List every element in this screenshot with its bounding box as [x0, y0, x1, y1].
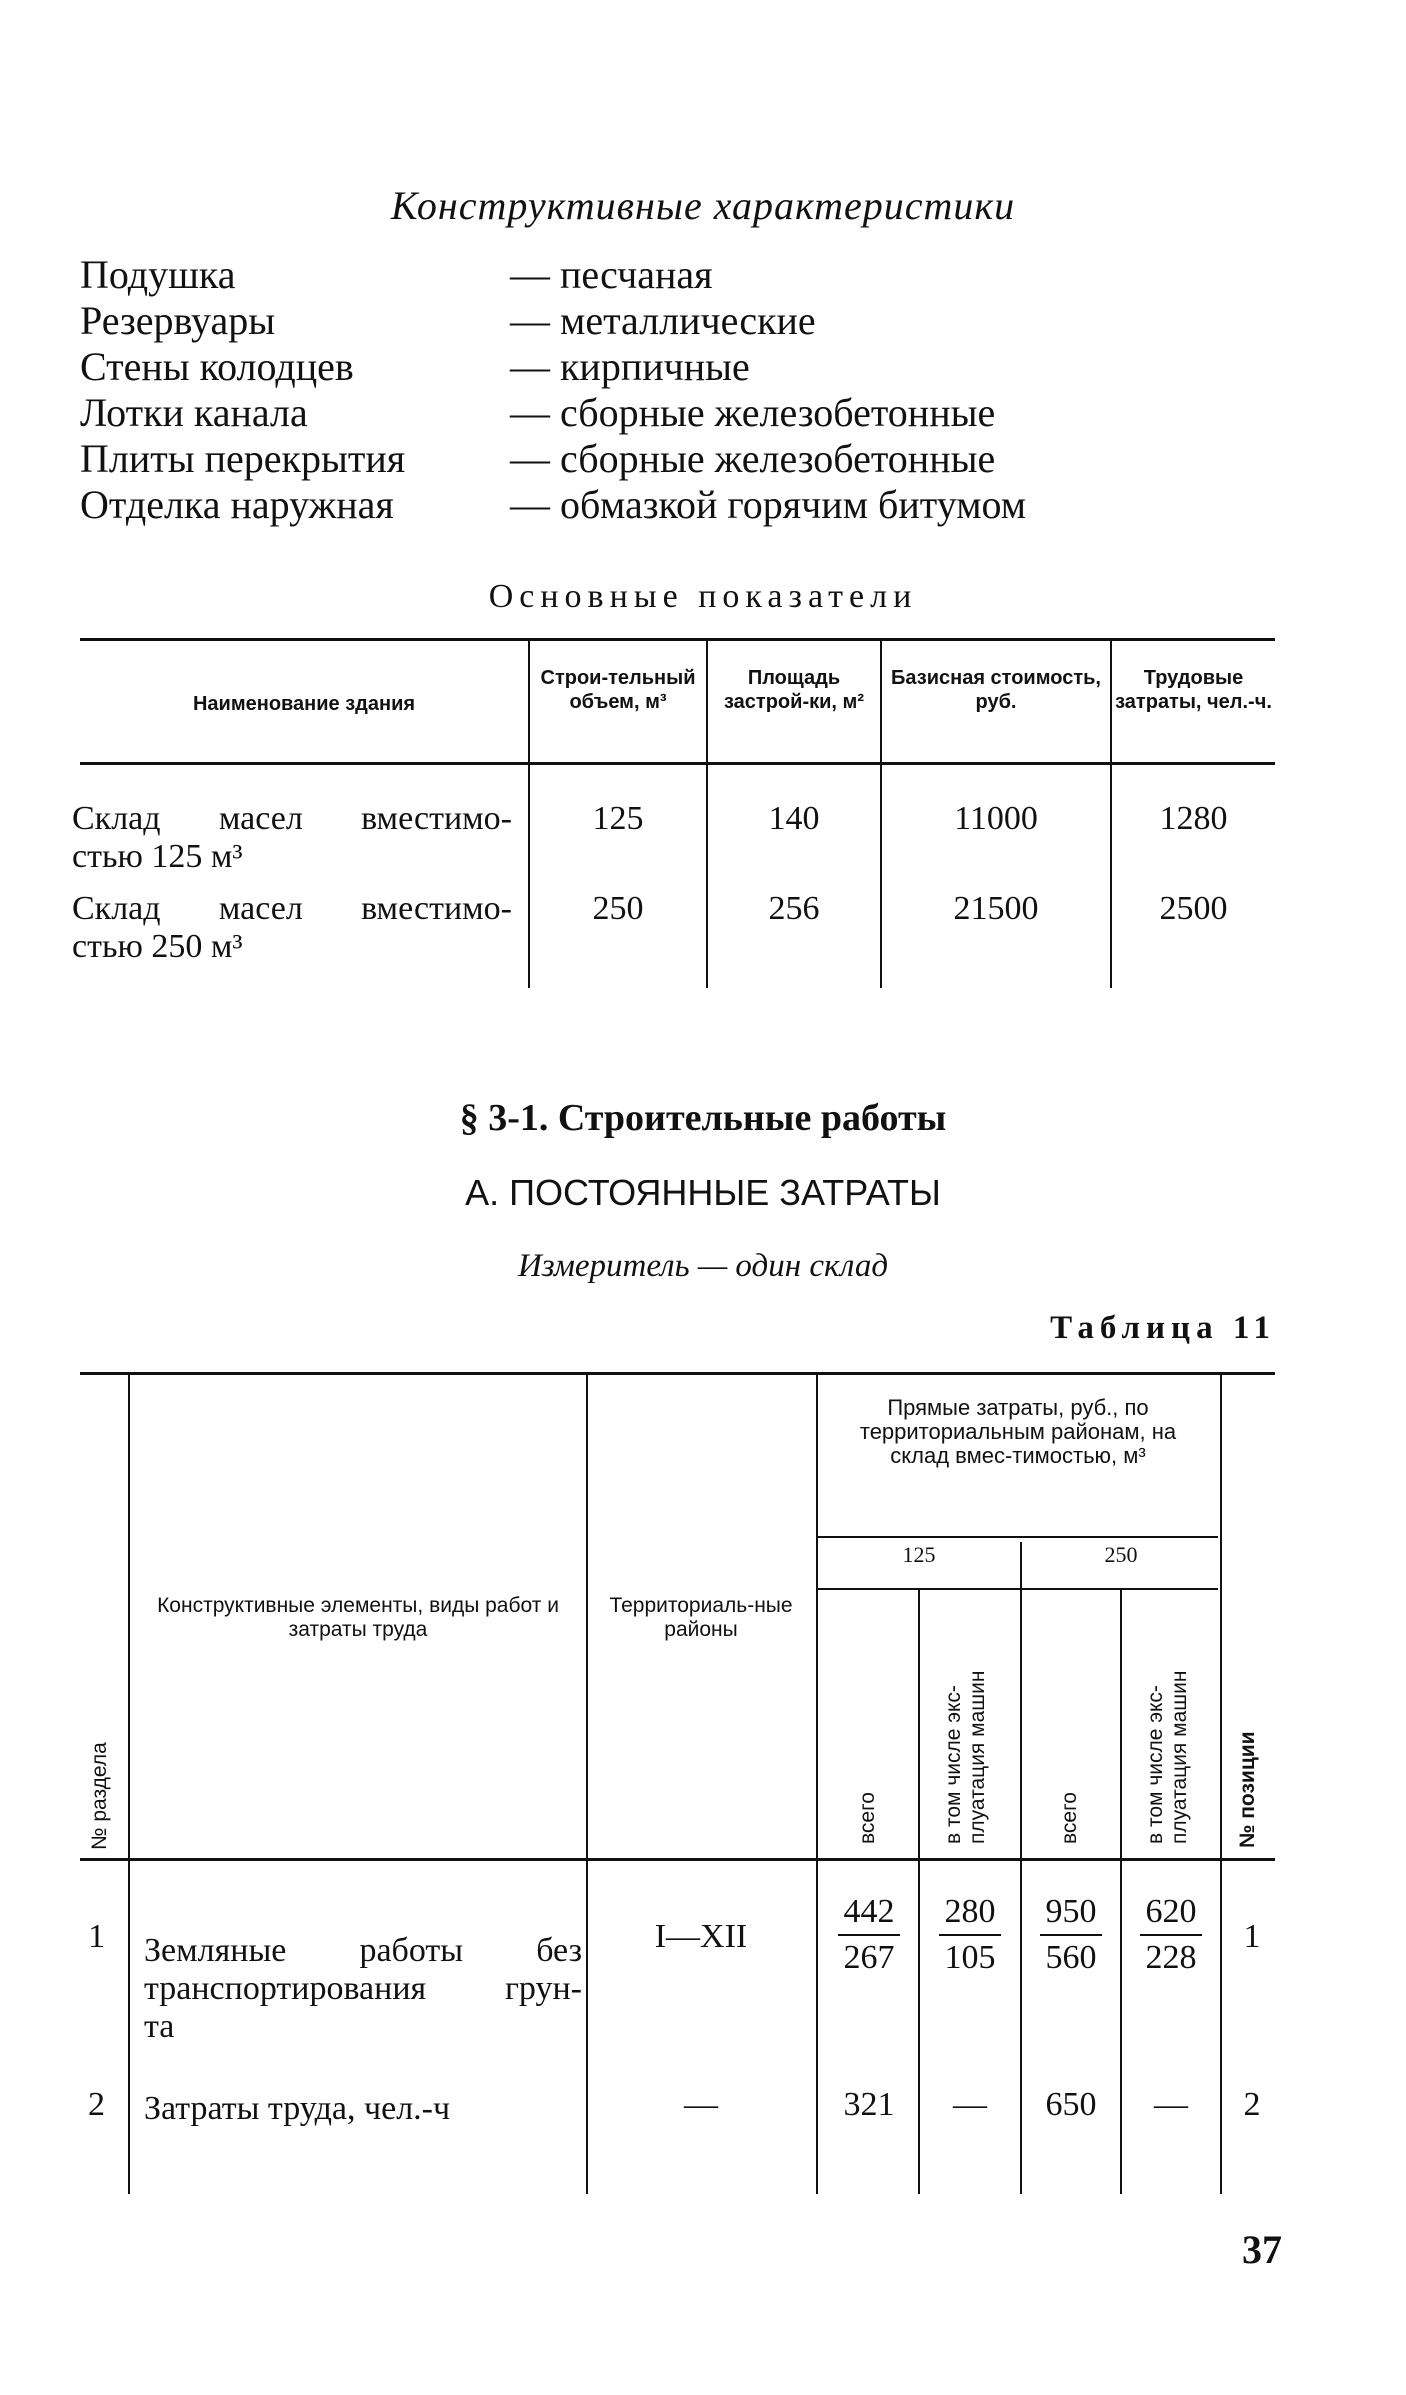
page-number: 37	[1242, 2227, 1282, 2272]
char-row	[80, 390, 995, 436]
char-row	[80, 436, 995, 482]
volume-value: 250	[592, 890, 644, 927]
table-divider	[586, 1374, 588, 2194]
cost-value: 11000	[954, 800, 1038, 837]
building-name: Склад масел вместимо-	[72, 800, 512, 837]
cost-denominator: 267	[843, 1939, 895, 1976]
header-direct-costs: Прямые затраты, руб., по территориальным районам, на склад вмес-тимостью, м³	[859, 1395, 1177, 1468]
row-section-no: 1	[88, 1918, 105, 1955]
table-label: Таблица 11	[1050, 1310, 1276, 1346]
table-rule	[80, 762, 1275, 765]
char-row	[80, 482, 1026, 528]
header-position-no: № позиции	[1236, 1731, 1259, 1848]
char-label: Лотки канала	[80, 390, 308, 435]
cost-numerator: 280	[944, 1893, 996, 1930]
header-capacity-250: 250	[1104, 1542, 1138, 1567]
row-text-cont: та	[144, 2008, 175, 2045]
char-value: — песчаная	[510, 252, 713, 297]
char-value: — металлические	[510, 298, 816, 343]
table-rule	[80, 1858, 1275, 1861]
cost-value: 21500	[953, 890, 1039, 927]
row-text: Затраты труда, чел.-ч	[144, 2090, 451, 2127]
row-position-no: 2	[1243, 2086, 1261, 2123]
header-volume: Строи-тельный объем, м³	[540, 667, 696, 713]
section-heading: § 3-1. Строительные работы	[459, 1097, 947, 1139]
header-area: Площадь застрой-ки, м²	[724, 667, 864, 713]
header-machines-cont: плуатация машин	[966, 1670, 989, 1844]
header-machines: в том числе экс-	[1144, 1685, 1167, 1844]
char-label: Плиты перекрытия	[80, 436, 406, 481]
header-elements: Конструктивные элементы, виды работ и затраты труда	[157, 1594, 559, 1641]
header-labor: Трудовые затраты, чел.-ч.	[1115, 667, 1272, 713]
char-value: — сборные железобетонные	[510, 390, 996, 435]
row-section-no: 2	[88, 2086, 105, 2123]
char-row	[80, 344, 750, 390]
labor-value: 1280	[1159, 800, 1228, 837]
table-rule	[818, 1536, 1218, 1538]
area-value: 140	[768, 800, 820, 837]
header-total: всего	[1058, 1792, 1081, 1844]
cost-fraction	[920, 1890, 1020, 1980]
cost-numerator: 442	[843, 1893, 895, 1930]
cost-fraction	[1122, 1890, 1220, 1980]
char-label: Стены колодцев	[80, 344, 354, 389]
indicators-title: Основные показатели	[488, 578, 918, 615]
header-total: всего	[856, 1792, 879, 1844]
char-label: Отделка наружная	[80, 482, 394, 527]
cost-value: 321	[843, 2086, 895, 2123]
table-rule	[80, 638, 1275, 641]
table-divider	[1220, 1374, 1222, 2194]
char-row	[80, 252, 713, 298]
measure-line: Измеритель — один склад	[517, 1248, 889, 1284]
table-divider	[816, 1374, 818, 2194]
table-rule	[818, 1588, 1218, 1590]
row-text-cont: транспортирования грун-	[144, 1970, 582, 2007]
table-rule	[80, 1372, 1275, 1375]
char-value: — сборные железобетонные	[510, 436, 996, 481]
char-label: Подушка	[80, 252, 236, 297]
cost-value: 650	[1045, 2086, 1097, 2123]
cost-fraction	[1022, 1890, 1120, 1980]
char-value: — обмазкой горячим битумом	[510, 482, 1027, 527]
row-region: —	[684, 2086, 718, 2123]
table-divider	[128, 1374, 130, 2194]
char-row	[80, 298, 816, 344]
row-text: Земляные работы без	[144, 1932, 582, 1969]
row-region: I—XII	[654, 1918, 748, 1955]
header-regions: Территориаль-ные районы	[609, 1594, 793, 1641]
cost-denominator: 228	[1145, 1939, 1197, 1976]
area-value: 256	[768, 890, 820, 927]
building-name-cont: стью 250 м³	[72, 928, 243, 965]
building-name-cont: стью 125 м³	[72, 838, 243, 875]
section-subheading: А. ПОСТОЯННЫЕ ЗАТРАТЫ	[465, 1172, 941, 1213]
characteristics-title: Конструктивные характеристики	[390, 183, 1016, 228]
cost-denominator: 560	[1045, 1939, 1097, 1976]
row-position-no: 1	[1243, 1918, 1261, 1955]
cost-value: —	[1154, 2086, 1188, 2123]
cost-numerator: 620	[1145, 1893, 1197, 1930]
header-capacity-125: 125	[902, 1542, 936, 1567]
char-value: — кирпичные	[510, 344, 750, 389]
char-label: Резервуары	[80, 298, 276, 343]
header-cost: Базисная стоимость, руб.	[891, 667, 1101, 713]
volume-value: 125	[592, 800, 644, 837]
cost-denominator: 105	[944, 1939, 996, 1976]
cost-fraction	[820, 1890, 918, 1980]
labor-value: 2500	[1159, 890, 1228, 927]
cost-value: —	[953, 2086, 987, 2123]
header-section-no: № раздела	[88, 1742, 111, 1850]
header-machines: в том числе экс-	[942, 1685, 965, 1844]
header-name: Наименование здания	[192, 693, 416, 715]
cost-numerator: 950	[1045, 1893, 1097, 1930]
header-machines-cont: плуатация машин	[1168, 1670, 1191, 1844]
building-name: Склад масел вместимо-	[72, 890, 512, 927]
